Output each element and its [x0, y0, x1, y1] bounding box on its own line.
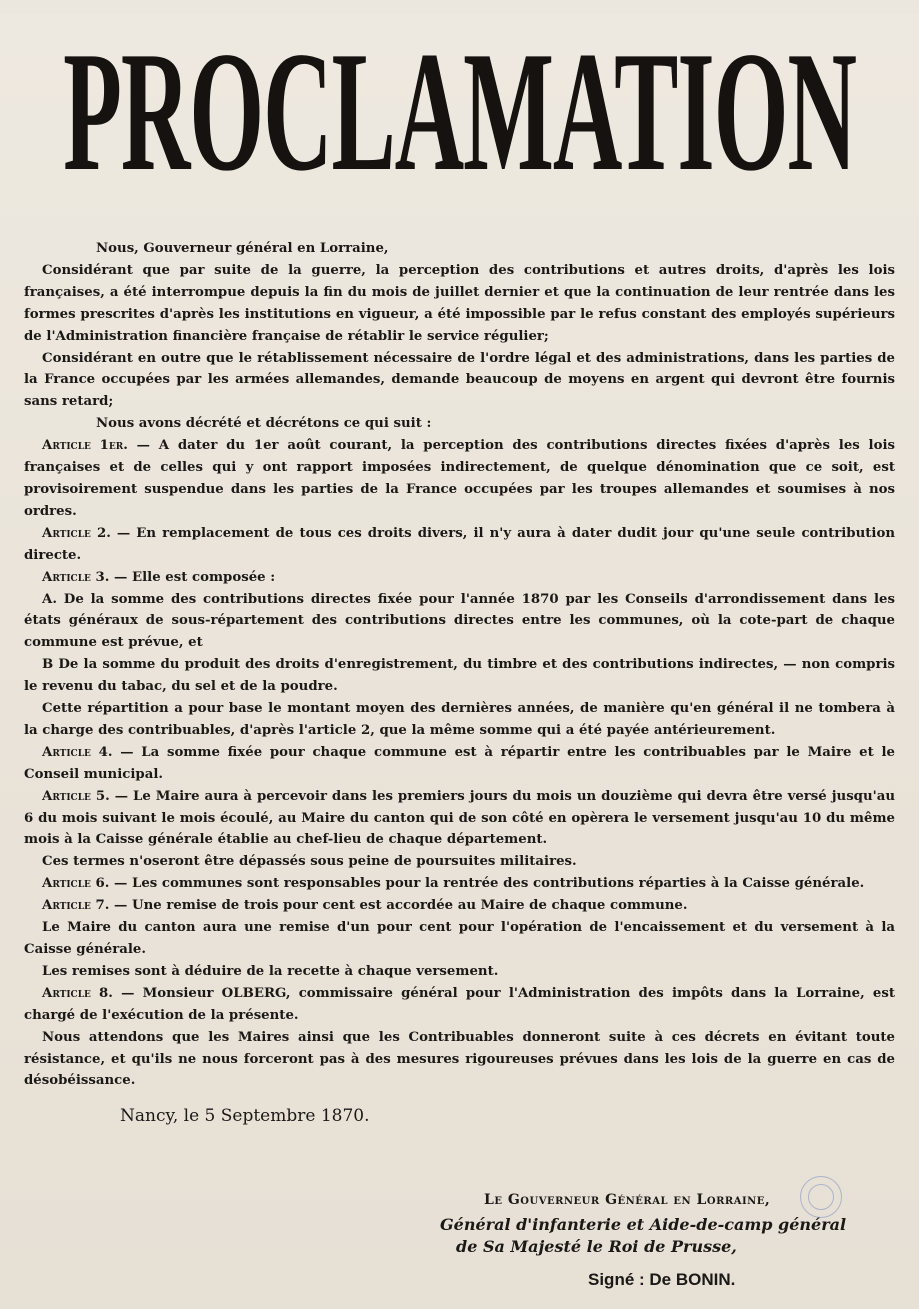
article-label: Article 7. [42, 898, 110, 914]
article-label: Article 6. [42, 876, 110, 892]
paragraph-text: A. De la somme des contributions directes fixée pour l'année 1870 par les Conseils d'arrondissement dans les états généraux de sous-répartement des contributions directes entre les communes, où la cote-part de chaque commune est prévue, et [24, 591, 895, 651]
poster-title: PROCLAMATION [63, 17, 856, 207]
paragraph [24, 435, 895, 523]
paragraph [24, 238, 895, 260]
paragraph [24, 413, 895, 435]
article-label: Article 4. [42, 744, 113, 760]
paragraph [24, 983, 895, 1027]
library-stamp-icon [800, 1176, 842, 1218]
paragraph-text: Nous, Gouverneur général en Lorraine, [96, 241, 389, 256]
article-label: Article 8. [42, 985, 113, 1001]
paragraph-text: — En remplacement de tous ces droits divers, il n'y aura à dater dudit jour qu'une seule contribution directe. [24, 525, 895, 563]
paragraph [24, 348, 895, 414]
paragraph-text: Cette répartition a pour base le montant moyen des dernières années, de manière qu'en général il ne tombera à la charge des contribuables, d'après l'article 2, que la même somme qui a été payée antérieurement. [24, 701, 895, 738]
paragraph [24, 589, 895, 655]
paragraph-text: B De la somme du produit des droits d'enregistrement, du timbre et des contributions indirectes, — non compris le revenu du tabac, du sel et de la poudre. [24, 657, 895, 695]
paragraph [24, 567, 895, 589]
paragraph-text: Le Maire du canton aura une remise d'un pour cent pour l'opération de l'encaissement et du versement à la Caisse générale. [24, 920, 895, 957]
paragraph [24, 851, 895, 873]
signature-name: Signé : De BONIN. [588, 1270, 736, 1289]
paragraph-text: Ces termes n'oseront être dépassés sous peine de poursuites militaires. [42, 854, 577, 870]
paragraph [24, 873, 895, 895]
paragraph [24, 786, 895, 852]
paragraph-text: Considérant que par suite de la guerre, la perception des contributions et autres droits, d'après les lois françaises, a été interrompue depuis la fin du mois de juillet dernier et que la continuation de leur rentrée dans les formes prescrites d'après les institutions en vigueur, a été impossible par le refus constant des employés supérieurs de l'Administration financière française de rétablir le service régulier; [24, 262, 895, 344]
paragraph-text: — A dater du 1er août courant, la perception des contributions directes fixées d'après les lois françaises et de celles qui y ont rapport imposées indirectement, de quelque dénomination que ce soit, est provisoirement suspendue dans les parties de la France occupées par les troupes allemandes et soumises à nos ordres. [24, 438, 895, 519]
paragraph-text: — Les communes sont responsables pour la rentrée des contributions réparties à la Caisse générale. [109, 876, 865, 892]
article-label: Article 2. [42, 525, 111, 541]
paragraph-text: Considérant en outre que le rétablissement nécessaire de l'ordre légal et des administrations, dans les parties de la France occupées par les armées allemandes, demande beaucoup de moyens en argent qui devront être fournis sans retard; [24, 350, 895, 410]
signature-title: Le Gouverneur Général en Lorraine, [484, 1192, 771, 1208]
paragraph [24, 1027, 895, 1093]
proclamation-poster [0, 14, 919, 1309]
signature-rank: Général d'infanterie et Aide-de-camp général [440, 1215, 847, 1234]
paragraph-text: Les remises sont à déduire de la recette à chaque versement. [42, 963, 499, 979]
paragraph-text: — Elle est composée : [109, 569, 276, 585]
article-label: Article 1er. [42, 438, 128, 454]
paragraph [24, 961, 895, 983]
paragraph [24, 260, 895, 348]
paragraph-text: Nous avons décrété et décrétons ce qui suit : [96, 416, 432, 432]
paragraph [24, 698, 895, 742]
paragraph-text: — Monsieur OLBERG, commissaire général pour l'Administration des impôts dans la Lorraine, est chargé de l'exécution de la présente. [24, 985, 895, 1023]
paragraph [24, 895, 895, 917]
signature-affiliation: de Sa Majesté le Roi de Prusse, [456, 1237, 737, 1256]
date-line: Nancy, le 5 Septembre 1870. [120, 1106, 370, 1127]
paragraph [24, 654, 895, 698]
article-label: Article 5. [42, 788, 110, 804]
paragraph [24, 917, 895, 961]
paragraph [24, 742, 895, 786]
proclamation-body [24, 238, 895, 1092]
paragraph-text: — La somme fixée pour chaque commune est à répartir entre les contribuables par le Maire et le Conseil municipal. [24, 744, 895, 782]
paragraph-text: — Le Maire aura à percevoir dans les premiers jours du mois un douzième qui devra être versé jusqu'au 6 du mois suivant le mois écoulé, au Maire du canton qui de son côté en opèrera le versement jusqu'au 10 du même mois à la Caisse générale établie au chef-lieu de chaque département. [24, 788, 895, 848]
paragraph-text: — Une remise de trois pour cent est accordée au Maire de chaque commune. [109, 898, 688, 914]
paragraph-text: Nous attendons que les Maires ainsi que les Contribuables donneront suite à ces décrets en évitant toute résistance, et qu'ils ne nous forceront pas à des mesures rigoureuses prévues dans les lois de la guerre en cas de désobéissance. [24, 1029, 895, 1089]
article-label: Article 3. [42, 569, 110, 585]
paragraph [24, 523, 895, 567]
